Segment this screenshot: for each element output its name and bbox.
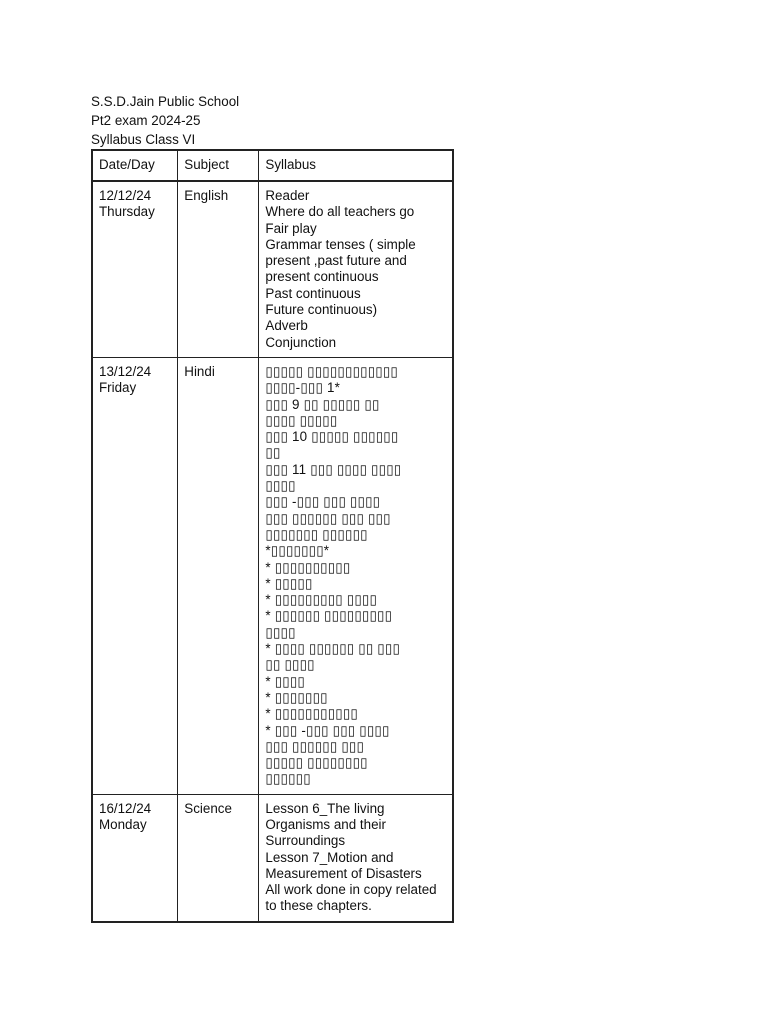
exam-title: Pt2 exam 2024-25	[91, 113, 201, 128]
subject-value: Science	[184, 800, 232, 816]
syllabus-line: Lesson 7_Motion and	[265, 849, 394, 865]
syllabus-line: * ▯▯▯▯▯▯▯▯▯ ▯▯▯▯	[265, 592, 378, 608]
syllabus-line: Where do all teachers go	[265, 204, 415, 220]
column-header-subject: Subject	[178, 150, 259, 181]
syllabus-line: *▯▯▯▯▯▯▯*	[265, 543, 330, 559]
syllabus-line: * ▯▯▯ -▯▯▯ ▯▯▯ ▯▯▯▯	[265, 722, 390, 738]
syllabus-line: Fair play	[265, 220, 317, 236]
syllabus-line: * ▯▯▯▯	[265, 673, 305, 689]
syllabus-line: * ▯▯▯▯ ▯▯▯▯▯▯ ▯▯ ▯▯▯	[265, 641, 401, 657]
syllabus-line: ▯▯▯▯	[265, 624, 296, 640]
syllabus-line: ▯▯▯▯	[265, 478, 296, 494]
syllabus-line: Surroundings	[265, 833, 346, 849]
syllabus-table	[91, 149, 454, 923]
subject-value: Hindi	[184, 363, 215, 379]
syllabus-line: present continuous	[265, 269, 379, 285]
syllabus-line: Lesson 6_The living	[265, 800, 385, 816]
syllabus-line: Past continuous	[265, 285, 361, 301]
syllabus-line: to these chapters.	[265, 898, 372, 914]
table-row	[92, 181, 453, 357]
syllabus-line: ▯▯▯▯▯▯	[265, 771, 311, 787]
subject-cell	[178, 181, 259, 357]
syllabus-line: Organisms and their	[265, 816, 386, 832]
syllabus-line: ▯▯▯▯ ▯▯▯▯▯	[265, 412, 338, 428]
syllabus-line: ▯▯	[265, 445, 281, 461]
school-name: S.S.D.Jain Public School	[91, 94, 240, 109]
syllabus-line: Conjunction	[265, 334, 337, 350]
syllabus-line: ▯▯▯▯▯ ▯▯▯▯▯▯▯▯▯▯▯▯	[265, 363, 398, 379]
subject-cell	[178, 357, 259, 794]
syllabus-line: * ▯▯▯▯▯▯▯▯▯▯	[265, 559, 351, 575]
date-value: 16/12/24	[99, 800, 152, 816]
subject-cell	[178, 794, 259, 922]
syllabus-line: All work done in copy related	[265, 882, 437, 898]
syllabus-line: Adverb	[265, 318, 308, 334]
subject-value: English	[184, 188, 229, 203]
syllabus-line: ▯▯ ▯▯▯▯	[265, 657, 315, 673]
column-header-syllabus: Syllabus	[259, 150, 453, 181]
syllabus-line: * ▯▯▯▯▯▯ ▯▯▯▯▯▯▯▯▯	[265, 608, 393, 624]
table-header-row	[92, 150, 453, 181]
table-row	[92, 357, 453, 794]
syllabus-line: Reader	[265, 188, 310, 203]
syllabus-line: * ▯▯▯▯▯▯▯	[265, 689, 328, 705]
syllabus-line: ▯▯▯ 11 ▯▯▯ ▯▯▯▯ ▯▯▯▯	[265, 461, 402, 477]
day-value: Friday	[99, 380, 137, 396]
syllabus-line: ▯▯▯▯▯▯▯ ▯▯▯▯▯▯	[265, 526, 368, 542]
syllabus-line: Grammar tenses ( simple	[265, 236, 416, 252]
column-header-date: Date/Day	[92, 150, 178, 181]
syllabus-line: * ▯▯▯▯▯▯▯▯▯▯▯	[265, 706, 358, 722]
syllabus-line: ▯▯▯ ▯▯▯▯▯▯ ▯▯▯ ▯▯▯	[265, 510, 391, 526]
date-cell	[92, 357, 178, 794]
syllabus-line: Future continuous)	[265, 302, 378, 318]
date-cell	[92, 794, 178, 922]
syllabus-line: ▯▯▯▯▯ ▯▯▯▯▯▯▯▯	[265, 755, 368, 771]
date-value: 13/12/24	[99, 363, 152, 379]
date-cell	[92, 181, 178, 357]
syllabus-cell	[259, 357, 453, 794]
class-title: Syllabus Class VI	[91, 132, 196, 147]
day-value: Monday	[99, 816, 147, 832]
syllabus-line: ▯▯▯▯-▯▯▯ 1*	[265, 380, 341, 396]
syllabus-line: * ▯▯▯▯▯	[265, 575, 313, 591]
syllabus-line: ▯▯▯ -▯▯▯ ▯▯▯ ▯▯▯▯	[265, 494, 381, 510]
syllabus-line: Measurement of Disasters	[265, 865, 422, 881]
syllabus-line: ▯▯▯ 9 ▯▯ ▯▯▯▯▯ ▯▯	[265, 396, 380, 412]
syllabus-cell	[259, 181, 453, 357]
syllabus-line: present ,past future and	[265, 253, 407, 269]
document-page	[91, 92, 511, 923]
date-value: 12/12/24	[99, 188, 152, 203]
day-value: Thursday	[99, 204, 155, 220]
syllabus-line: ▯▯▯ 10 ▯▯▯▯▯ ▯▯▯▯▯▯	[265, 429, 399, 445]
table-row	[92, 794, 453, 922]
syllabus-cell	[259, 794, 453, 922]
syllabus-line: ▯▯▯ ▯▯▯▯▯▯ ▯▯▯	[265, 738, 365, 754]
